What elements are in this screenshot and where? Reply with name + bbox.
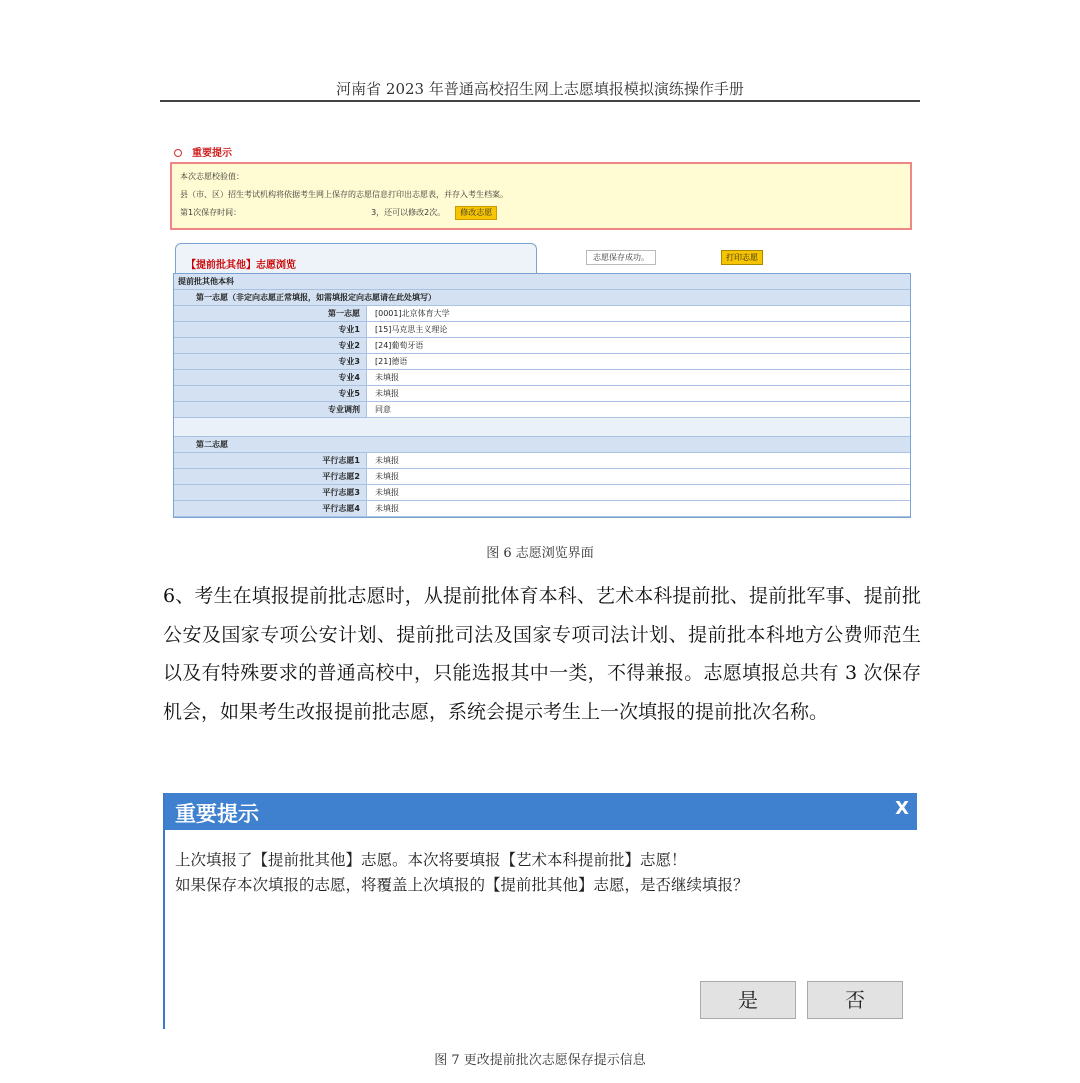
row-value: [15]马克思主义理论 [375, 325, 448, 334]
row-value: 未填报 [375, 373, 399, 382]
table-row [174, 469, 910, 485]
row-label: 专业5 [174, 386, 367, 401]
table-row [174, 402, 910, 418]
yes-button[interactable]: 是 [700, 981, 796, 1019]
row-value: 同意 [375, 405, 391, 414]
row-label: 平行志愿3 [174, 485, 367, 500]
dialog-title: 重要提示 [175, 802, 259, 826]
dialog-message-line2: 如果保存本次填报的志愿，将覆盖上次填报的【提前批其他】志愿，是否继续填报？ [175, 876, 749, 894]
choice-browse-tab[interactable] [175, 243, 537, 274]
section-header: 提前批其他本科 [174, 274, 910, 290]
pin-icon [174, 149, 182, 157]
row-label: 专业调剂 [174, 402, 367, 417]
table-row [174, 485, 910, 501]
row-label: 平行志愿4 [174, 501, 367, 516]
row-label: 平行志愿1 [174, 453, 367, 468]
notice-line-info: 县（市、区）招生考试机构将依据考生网上保存的志愿信息打印出志愿表，并存入考生档案。 [180, 190, 508, 199]
print-choice-button[interactable]: 打印志愿 [721, 250, 763, 265]
row-value: 未填报 [375, 504, 399, 513]
row-value: 未填报 [375, 389, 399, 398]
row-value: 未填报 [375, 472, 399, 481]
figure6-caption: 图 6 志愿浏览界面 [486, 546, 594, 561]
dialog-message [175, 848, 749, 898]
choice-grid [173, 273, 911, 518]
table-row [174, 453, 910, 469]
row-value: 未填报 [375, 488, 399, 497]
tab-label: 【提前批其他】志愿浏览 [186, 260, 296, 271]
body-paragraph: 6、考生在填报提前批志愿时，从提前批体育本科、艺术本科提前批、提前批军事、提前批公安及国家专项公安计划、提前批司法及国家专项司法计划、提前批本科地方公费师范生以及有特殊要求的普通高校中，只能选报其中一类，不得兼报。志愿填报总共有 3 次保存机会，如果考生改报提前批志愿，系统会提示考生上一次填报的提前批次名称。 [163, 585, 921, 723]
row-value: [24]葡萄牙语 [375, 341, 424, 350]
notice-title: 重要提示 [170, 146, 912, 162]
row-label: 专业4 [174, 370, 367, 385]
page-header-title: 河南省 2023 年普通高校招生网上志愿填报模拟演练操作手册 [336, 80, 744, 98]
important-notice [170, 146, 912, 230]
notice-box [170, 162, 912, 230]
dialog-title-bar [165, 793, 917, 830]
dialog-message-line1: 上次填报了【提前批其他】志愿。本次将要填报【艺术本科提前批】志愿！ [175, 851, 687, 869]
no-button[interactable]: 否 [807, 981, 903, 1019]
row-label: 第一志愿 [174, 306, 367, 321]
row-value: 未填报 [375, 456, 399, 465]
table-row [174, 338, 910, 354]
close-icon[interactable]: X [895, 798, 909, 819]
important-notice-dialog [163, 793, 917, 1029]
edit-choice-button[interactable]: 修改志愿 [455, 206, 497, 220]
notice-line-checksum: 本次志愿校验值： [180, 172, 244, 181]
table-row [174, 322, 910, 338]
table-row [174, 370, 910, 386]
grid-spacer [174, 418, 910, 437]
table-row [174, 501, 910, 517]
figure7-caption: 图 7 更改提前批次志愿保存提示信息 [434, 1053, 646, 1068]
table-row [174, 386, 910, 402]
row-value: [0001]北京体育大学 [375, 309, 450, 318]
header-divider [160, 100, 920, 102]
row-label: 平行志愿2 [174, 469, 367, 484]
row-label: 专业1 [174, 322, 367, 337]
save-success-message: 志愿保存成功。 [586, 250, 656, 265]
row-value: [21]德语 [375, 357, 408, 366]
choice2-header: 第二志愿 [174, 437, 910, 453]
row-label: 专业2 [174, 338, 367, 353]
table-row [174, 306, 910, 322]
table-row [174, 354, 910, 370]
notice-line-save-time: 第1次保存时间： 3，还可以修改2次。 修改志愿 [180, 204, 902, 222]
row-label: 专业3 [174, 354, 367, 369]
choice1-header: 第一志愿（非定向志愿正常填报，如需填报定向志愿请在此处填写） [174, 290, 910, 306]
